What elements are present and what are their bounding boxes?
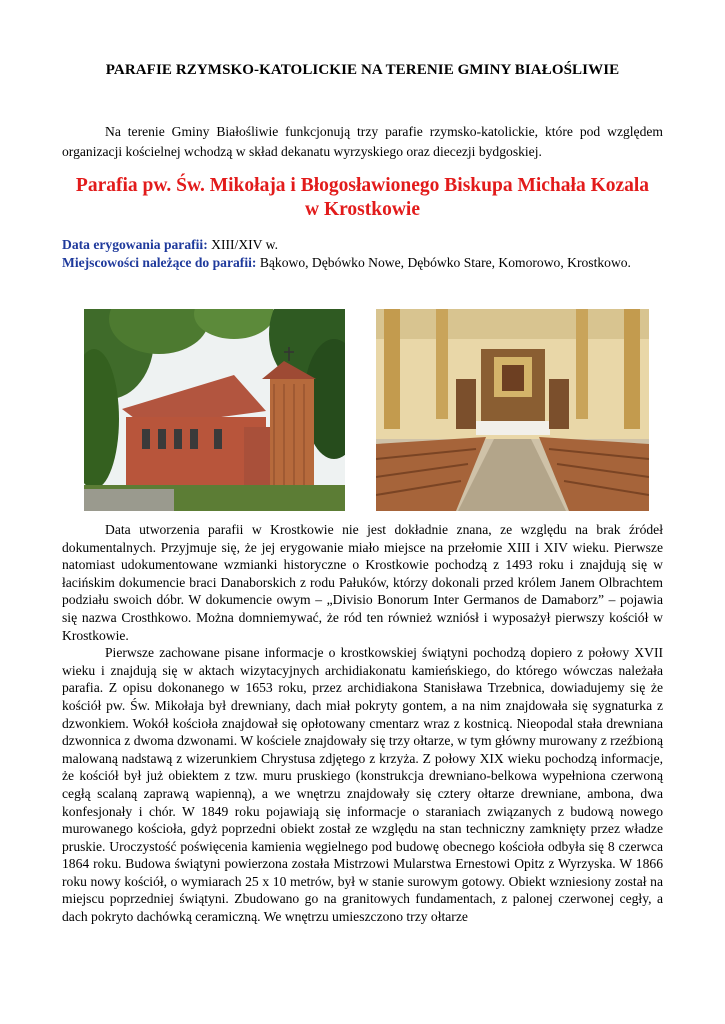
intro-paragraph: Na terenie Gminy Białośliwie funkcjonują trzy parafie rzymsko-katolickie, które pod względem organizacji kościelnej wchodzą w skład dekanatu wyrzyskiego oraz diecezji bydgoskiej. xyxy=(62,124,663,159)
parish-title-line1: Parafia pw. Św. Mikołaja i Błogosławionego Biskupa Michała Kozala xyxy=(75,175,650,196)
erection-date-label: Data erygowania parafii: xyxy=(62,237,208,252)
body-text xyxy=(62,521,663,926)
parish-title-line2: w Krostkowie xyxy=(304,199,420,220)
erection-date-value: XIII/XIV w. xyxy=(207,237,278,252)
erection-date-row xyxy=(62,236,663,254)
page-heading: PARAFIE RZYMSKO-KATOLICKIE NA TERENIE GMINY BIAŁOŚLIWIE xyxy=(105,62,620,78)
localities-value: Bąkowo, Dębówko Nowe, Dębówko Stare, Komorowo, Krostkowo. xyxy=(256,255,631,270)
history-paragraph-2: Pierwsze zachowane pisane informacje o krostkowskiej świątyni pochodzą dopiero z połowy XVII wieku i znajdują się w aktach wizytacyjnych archidiakonatu kamieńskiego, do którego wówczas należała parafia. Z opisu dokonanego w 1653 roku, przez archidiakona Stanisława Trzebnica, dowiadujemy się że kościół pw. Św. Mikołaja był drewniany, dach miał pokryty gontem, a na nim znajdowała się sygnaturka z dzwonkiem. Wokół kościoła znajdował się opłotowany cmentarz wraz z kostnicą. Nieopodal stała drewniana dzwonnica z dwoma dzwonami. W kościele znajdowały się trzy ołtarze, w tym główny murowany z rzeźbioną malowaną nadstawą z wizerunkiem Chrystusa zdjętego z krzyża. Z połowy XIX wieku pochodzą informacje, że kościół był już obiektem z tzw. muru pruskiego (konstrukcja drewniano-belkowa wypełniona czerwoną cegłą scalaną zaprawą wapienną), a we wnętrzu znajdowały się cztery ołtarze drewniane, ambona, dwa konfesjonały i chór. W 1849 roku pojawiają się informacje o staraniach związanych z budową nowego murowanego kościoła, gdyż poprzedni obiekt został ze względu na stan techniczny zamknięty przez władze pruskie. Uroczystość poświęcenia kamienia węgielnego pod budowę obecnego kościoła odbyła się 8 czerwca 1864 roku. Budowa świątyni powierzona została Mistrzowi Mularstwa Ernestowi Opitz z Wyrzyska. W 1866 roku nowy kościół, o wymiarach 25 x 10 metrów, był w stanie surowym gotowy. Obiekt wzniesiony został na miejscu poprzedniej świątyni. Zbudowano go na granitowych fundamentach, z palonej czerwonej cegły, a dach pokryto dachówką ceramiczną. We wnętrzu umieszczono trzy ołtarze xyxy=(62,645,663,925)
localities-row xyxy=(62,254,663,272)
church-interior-photo xyxy=(376,309,649,511)
parish-title xyxy=(62,174,663,222)
church-exterior-photo xyxy=(84,309,345,511)
parish-meta xyxy=(62,236,663,272)
history-paragraph-1: Data utworzenia parafii w Krostkowie nie jest dokładnie znana, ze względu na brak źródeł dokumentalnych. Przyjmuje się, że jej erygowanie miało miejsce na przełomie XIII i XIV wieku. Pierwsze natomiast udokumentowane wzmianki historyczne o Krostkowie pochodzą z 1493 roku i znajdują się w łacińskim dokumencie braci Danaborskich z rodu Pałuków, którzy dokonali przed królem Janem Olbrachtem podziału swoich dóbr. W dokumencie owym – „Divisio Bonorum Inter Germanos de Damaborz” – pojawia się nazwa Crosthkowo. Można domniemywać, że ród ten również wzniósł i wyposażył pierwszy kościół w Krostkowie. xyxy=(62,522,663,643)
localities-label: Miejscowości należące do parafii: xyxy=(62,255,257,270)
